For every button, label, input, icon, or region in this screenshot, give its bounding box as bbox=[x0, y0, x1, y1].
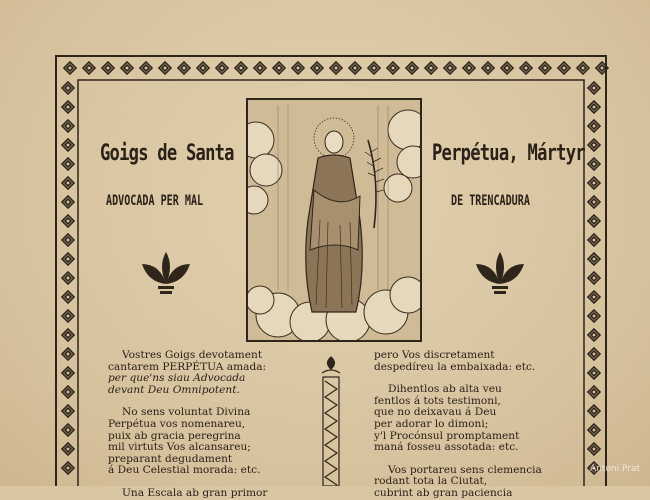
verse-line: per adorar lo dimoni; bbox=[374, 417, 489, 430]
verse-line: cantarem PERPÉTUA amada: bbox=[108, 360, 267, 373]
verse-line: Vostres Goigs devotament bbox=[122, 349, 263, 361]
verse-line: rodant tota la Ciutat, bbox=[374, 475, 488, 488]
saint-engraving bbox=[246, 98, 422, 342]
verse-line: preparant degudament bbox=[108, 452, 233, 465]
verse-line: que no deixavau á Deu bbox=[374, 406, 497, 419]
verse-line: maná fosseu assotada: etc. bbox=[374, 441, 519, 454]
subtitle-right: DE TRENCADURA bbox=[451, 193, 530, 209]
verse-line: fentlos á tots testimoni, bbox=[374, 394, 501, 407]
title-right: Perpétua, Mártyr bbox=[432, 141, 585, 166]
watermark: Antoni Prat bbox=[590, 464, 640, 474]
verse-line: Dihentlos ab alta veu bbox=[388, 383, 502, 396]
verse-line: despedíreu la embaixada: etc. bbox=[374, 360, 536, 373]
center-divider-ornament bbox=[316, 355, 346, 486]
verse-line: pero Vos discretament bbox=[374, 349, 495, 361]
verse-column-left bbox=[108, 350, 267, 500]
verse-line: devant Deu Omnipotent. bbox=[108, 383, 240, 396]
verse-line: y'l Procónsul promptament bbox=[374, 429, 520, 442]
title-left: Goigs de Santa bbox=[100, 141, 234, 166]
verse-line: puix ab gracia peregrina bbox=[108, 429, 241, 442]
leaf-ornament-left bbox=[138, 248, 194, 300]
verse-line: mil virtuts Vos alcansareu; bbox=[108, 441, 251, 454]
verse-line: Perpétua vos nomenareu, bbox=[108, 417, 246, 430]
verse-line: Una Escala ab gran primor bbox=[122, 486, 268, 499]
verse-line: á Deu Celestial morada: etc. bbox=[108, 464, 261, 477]
verse-line bbox=[108, 477, 267, 488]
verse-line: per que'ns siau Advocada bbox=[108, 372, 246, 385]
verse-line: No sens voluntat Divina bbox=[122, 406, 251, 419]
verse-line: Vos portareu sens clemencia bbox=[388, 463, 542, 476]
verse-column-right bbox=[374, 350, 542, 500]
subtitle-left: ADVOCADA PER MAL bbox=[106, 193, 204, 209]
verse-line: cubrint ab gran paciencia bbox=[374, 486, 513, 499]
leaf-ornament-right bbox=[472, 248, 528, 300]
